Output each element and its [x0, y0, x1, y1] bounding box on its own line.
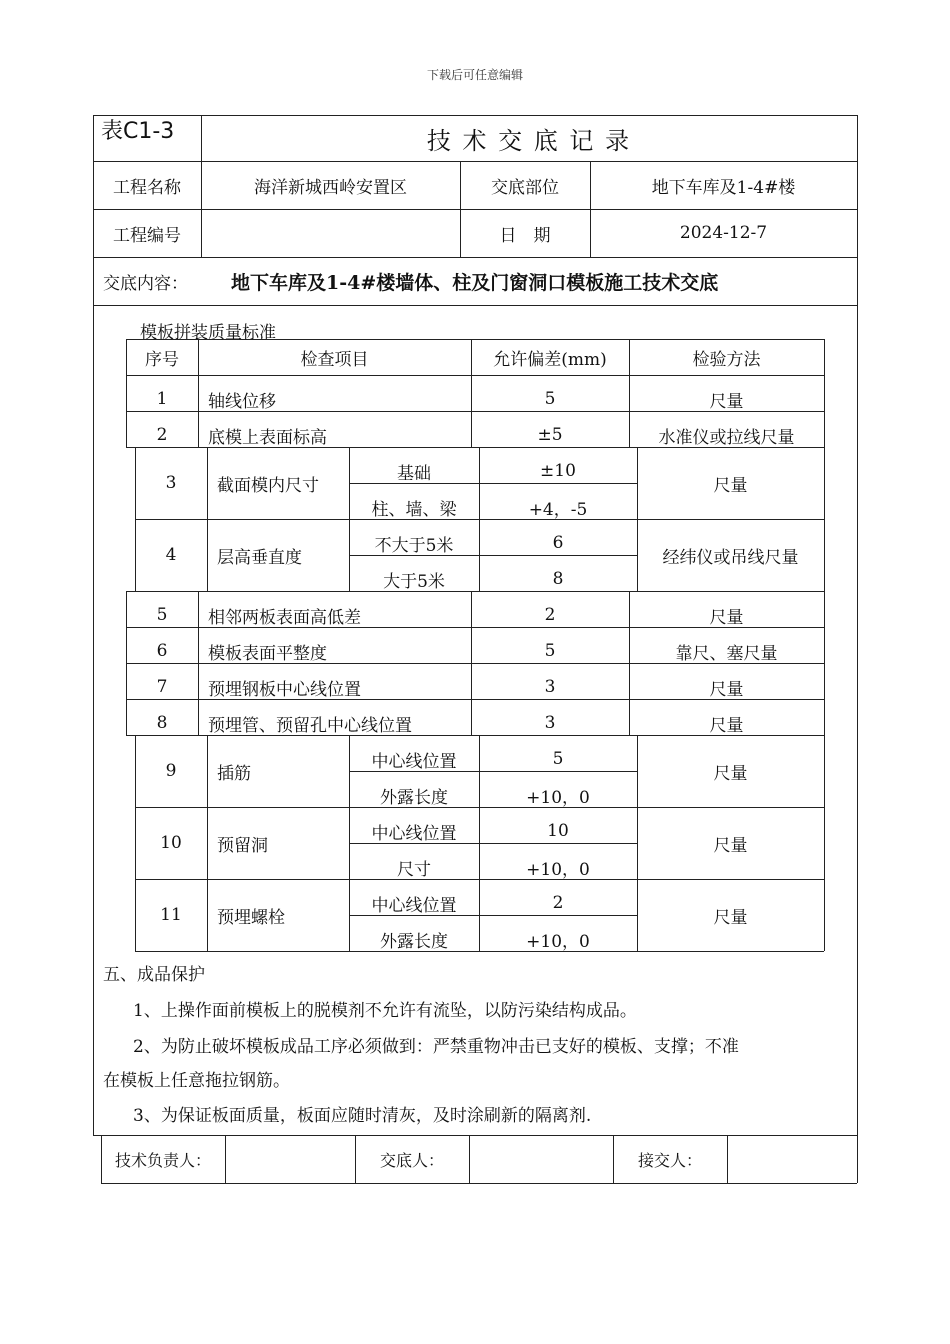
sub-item-tolerance: 2 [552, 893, 564, 913]
content-label: 交底内容： [103, 273, 188, 294]
sub-item-tolerance: +4，-5 [528, 499, 588, 520]
header-cell-3: 检验方法 [692, 349, 761, 370]
row-item: 预埋螺栓 [217, 907, 285, 928]
sub-item-tolerance: +10，0 [526, 859, 590, 880]
row-method: 水准仪或拉线尺量 [658, 427, 795, 448]
sub-item-name: 外露长度 [380, 931, 448, 952]
row-item: 截面模内尺寸 [217, 475, 319, 496]
sub-item-name: 中心线位置 [371, 895, 457, 916]
discloser-label: 交底人： [379, 1150, 444, 1170]
sub-item-name: 外露长度 [380, 787, 448, 808]
row-method: 尺量 [709, 391, 744, 412]
row-tolerance: 5 [544, 389, 556, 409]
date-value: 2024-12-7 [679, 223, 768, 243]
row-no: 2 [156, 425, 168, 445]
row-tolerance: 3 [544, 713, 556, 733]
project-name-label: 工程名称 [113, 177, 181, 198]
sub-item-name: 尺寸 [397, 859, 431, 880]
sub-item-name: 大于5米 [383, 571, 445, 592]
row-tolerance: ±5 [537, 425, 563, 445]
row-no: 5 [156, 605, 168, 625]
row-method: 尺量 [713, 763, 748, 784]
date-label: 日 期 [499, 225, 551, 246]
paragraph-2: 2、为防止破坏模板成品工序必须做到：严禁重物冲击已支好的模板、支撑；不准 [133, 1037, 739, 1057]
row-tolerance: 3 [544, 677, 556, 697]
row-tolerance: 5 [544, 641, 556, 661]
watermark-text: 下载后可任意编辑 [426, 68, 523, 82]
row-method: 尺量 [713, 475, 748, 496]
row-item: 预留洞 [217, 835, 268, 856]
sub-item-tolerance: +10，0 [526, 787, 590, 808]
project-no-value [201, 209, 460, 257]
sub-item-name: 不大于5米 [374, 535, 454, 556]
part-label: 交底部位 [491, 177, 559, 198]
row-method: 经纬仪或吊线尺量 [662, 547, 799, 568]
row-no: 11 [160, 905, 182, 925]
paragraph-2-cont: 在模板上任意拖拉钢筋。 [103, 1071, 290, 1091]
row-item: 轴线位移 [208, 391, 276, 412]
form-id: 表C1-3 [101, 119, 175, 144]
row-method: 尺量 [713, 907, 748, 928]
paragraph-1: 1、上操作面前模板上的脱模剂不允许有流坠，以防污染结构成品。 [133, 1001, 637, 1021]
form-title: 技 术 交 底 记 录 [426, 126, 632, 155]
standard-title: 模板拼装质量标准 [140, 323, 276, 343]
row-item: 模板表面平整度 [208, 643, 327, 664]
sub-item-name: 基础 [397, 463, 431, 484]
row-no: 8 [156, 713, 168, 733]
part-value: 地下车库及1-4#楼 [651, 177, 796, 198]
sub-item-tolerance: +10，0 [526, 931, 590, 952]
header-cell-0: 序号 [145, 349, 179, 370]
section5-title: 五、成品保护 [103, 965, 205, 985]
header-cell-1: 检查项目 [300, 349, 369, 370]
sub-item-tolerance: 10 [547, 821, 569, 841]
sub-item-name: 中心线位置 [371, 751, 457, 772]
row-item: 预埋管、预留孔中心线位置 [208, 715, 412, 736]
sub-item-tolerance: 5 [552, 749, 564, 769]
sub-item-tolerance: 6 [552, 533, 564, 553]
row-no: 1 [156, 389, 168, 409]
row-method: 尺量 [709, 679, 744, 700]
sub-item-tolerance: 8 [552, 569, 564, 589]
row-no: 10 [160, 833, 182, 853]
row-no: 9 [165, 761, 177, 781]
sub-item-name: 中心线位置 [371, 823, 457, 844]
row-item: 插筋 [217, 763, 251, 784]
row-no: 4 [165, 545, 177, 565]
sub-item-name: 柱、墙、梁 [371, 499, 457, 520]
row-item: 预埋钢板中心线位置 [208, 679, 361, 700]
header-cell-2: 允许偏差(mm) [493, 349, 607, 370]
row-method: 尺量 [709, 607, 744, 628]
row-no: 6 [156, 641, 168, 661]
receiver-label: 接交人： [637, 1150, 702, 1170]
row-method: 尺量 [709, 715, 744, 736]
tech-leader-label: 技术负责人： [114, 1150, 211, 1170]
project-no-label: 工程编号 [113, 225, 181, 246]
row-no: 3 [165, 473, 177, 493]
row-method: 尺量 [713, 835, 748, 856]
sub-item-tolerance: ±10 [540, 461, 576, 481]
project-name-value: 海洋新城西岭安置区 [254, 177, 407, 198]
row-item: 层高垂直度 [217, 547, 302, 568]
row-no: 7 [156, 677, 168, 697]
row-method: 靠尺、塞尺量 [675, 643, 778, 664]
paragraph-3: 3、为保证板面质量，板面应随时清灰，及时涂刷新的隔离剂. [133, 1106, 592, 1126]
row-tolerance: 2 [544, 605, 556, 625]
content-title: 地下车库及1-4#楼墙体、柱及门窗洞口模板施工技术交底 [231, 271, 719, 294]
row-item: 相邻两板表面高低差 [208, 607, 361, 628]
row-item: 底模上表面标高 [208, 427, 327, 448]
